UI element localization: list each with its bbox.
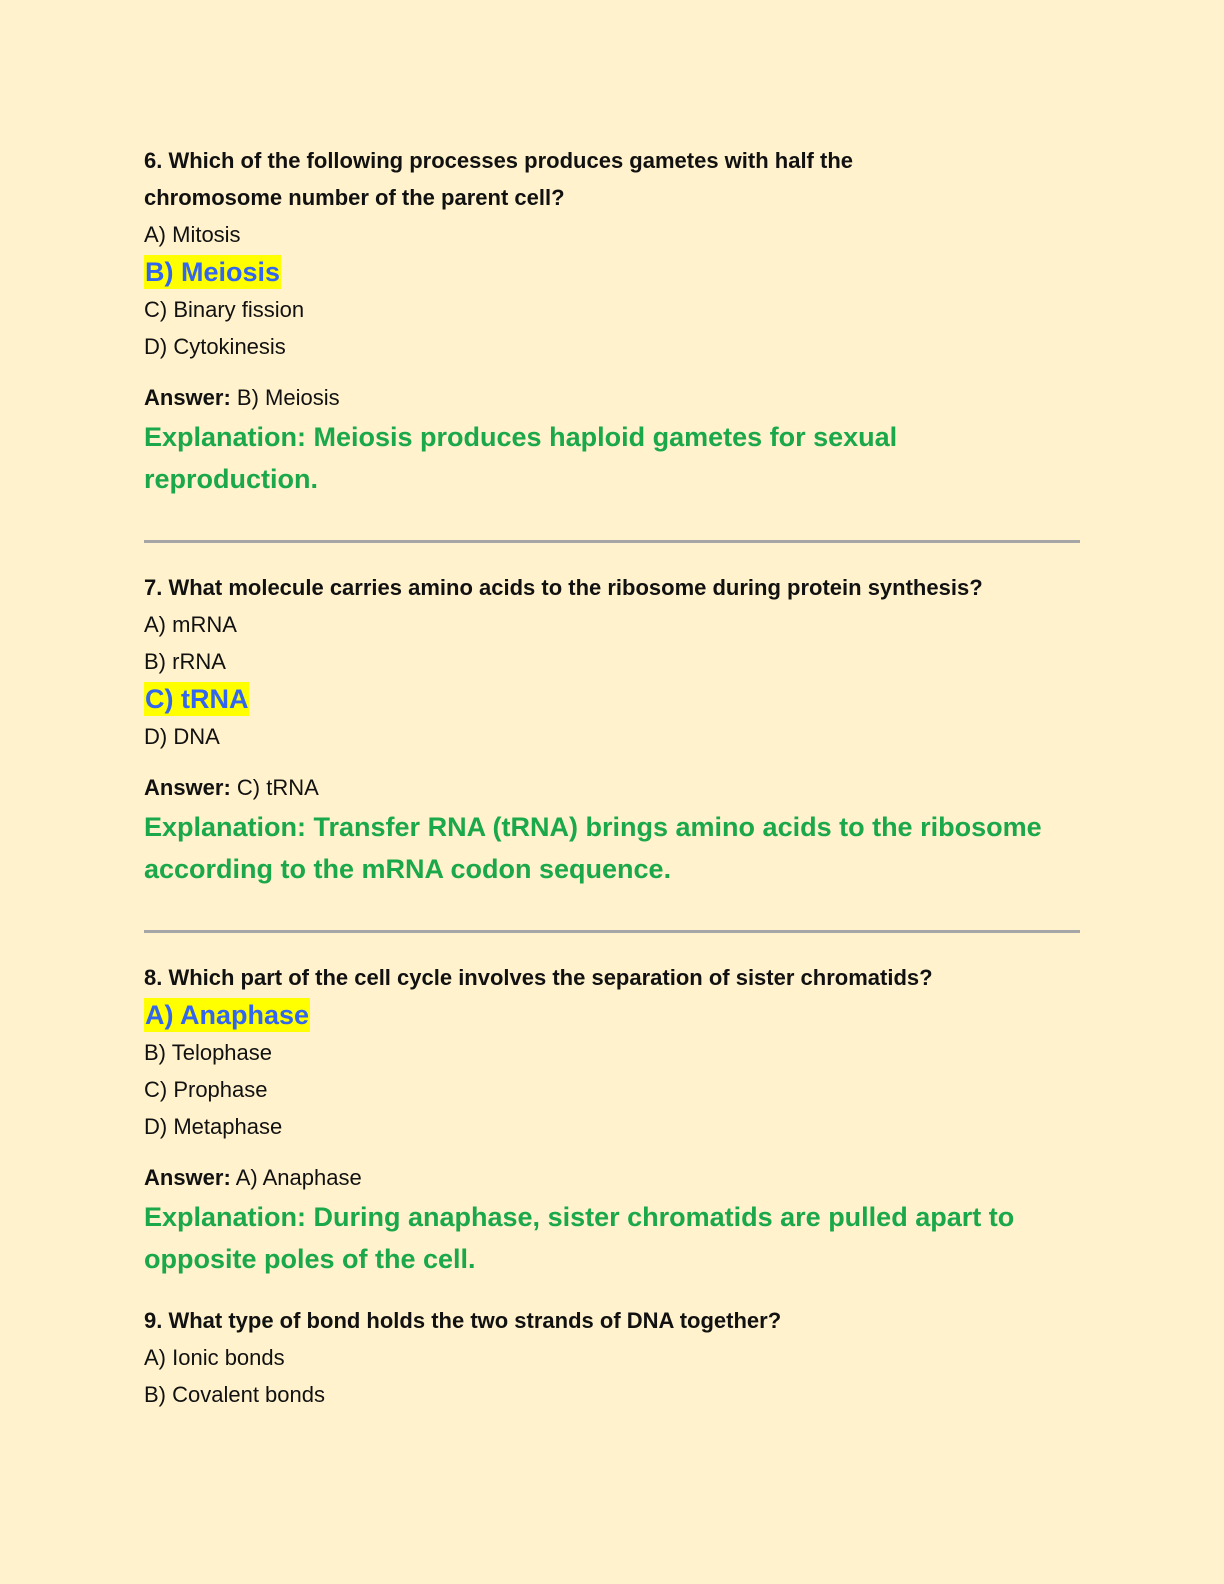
answer-line — [144, 1159, 1082, 1196]
answer-label: Answer: — [144, 775, 231, 800]
spacer — [144, 1280, 1082, 1302]
explanation-text: Explanation: Transfer RNA (tRNA) brings amino acids to the ribosome according to the mRNA codon sequence. — [144, 812, 1042, 884]
option-a-correct: A) Anaphase — [145, 1000, 310, 1030]
question-text: 6. Which of the following processes produces gametes with half the chromosome number of the parent cell? — [144, 148, 853, 210]
answer-label: Answer: — [144, 385, 231, 410]
option-a: A) Ionic bonds — [144, 1345, 285, 1370]
explanation-text: Explanation: During anaphase, sister chromatids are pulled apart to opposite poles of the cell. — [144, 1202, 1015, 1274]
option-d: D) Metaphase — [144, 1114, 283, 1139]
question-block-7 — [144, 569, 1082, 890]
option-a: A) mRNA — [144, 612, 237, 637]
answer-line — [144, 379, 1082, 416]
option-d: D) DNA — [144, 724, 220, 749]
answer-line — [144, 769, 1082, 806]
question-text: 9. What type of bond holds the two strands of DNA together? — [144, 1308, 782, 1333]
answer-value: B) Meiosis — [230, 385, 340, 410]
option-b: B) Telophase — [144, 1040, 273, 1065]
option-d: D) Cytokinesis — [144, 334, 286, 359]
question-block-6 — [144, 142, 1082, 500]
answer-value: A) Anaphase — [230, 1165, 362, 1190]
question-block-8 — [144, 959, 1082, 1280]
option-c: C) Prophase — [144, 1077, 268, 1102]
question-text: 8. Which part of the cell cycle involves the separation of sister chromatids? — [144, 965, 933, 990]
question-text: 7. What molecule carries amino acids to the ribosome during protein synthesis? — [144, 575, 983, 600]
option-a: A) Mitosis — [144, 222, 241, 247]
option-b: B) Covalent bonds — [144, 1382, 325, 1407]
section-divider — [144, 540, 1080, 543]
question-block-9 — [144, 1302, 1082, 1413]
explanation-text: Explanation: Meiosis produces haploid gametes for sexual reproduction. — [144, 422, 898, 494]
option-c: C) Binary fission — [144, 297, 305, 322]
quiz-page — [144, 142, 1082, 1413]
option-c-correct: C) tRNA — [145, 684, 249, 714]
section-divider — [144, 930, 1080, 933]
answer-label: Answer: — [144, 1165, 231, 1190]
option-b-correct: B) Meiosis — [145, 257, 281, 287]
answer-value: C) tRNA — [230, 775, 319, 800]
option-b: B) rRNA — [144, 649, 226, 674]
